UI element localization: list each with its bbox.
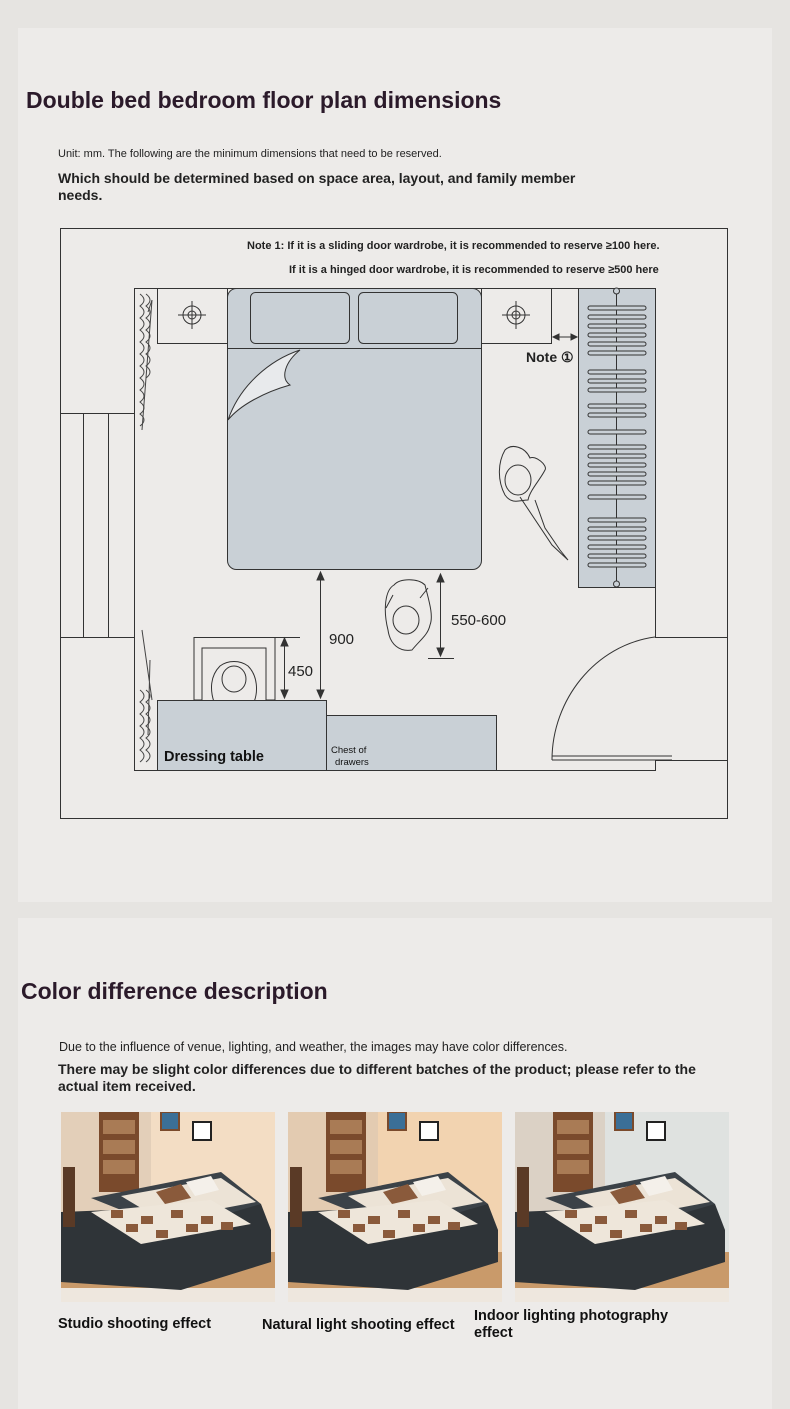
dressing-table-label: Dressing table xyxy=(164,749,264,765)
hanger xyxy=(588,445,646,449)
hanger xyxy=(588,554,646,558)
person-walking-icon xyxy=(499,447,568,560)
color-difference-line1: Due to the influence of venue, lighting, and weather, the images may have color differences. xyxy=(59,1040,568,1054)
hanger xyxy=(588,388,646,392)
bedroom-photo xyxy=(515,1112,729,1302)
photo-caption-indoor: Indoor lighting photography effect xyxy=(474,1308,669,1341)
photo-caption-studio: Studio shooting effect xyxy=(58,1316,212,1332)
dimension-900-label: 900 xyxy=(329,631,355,648)
hanger xyxy=(588,454,646,458)
door-swing xyxy=(552,637,672,760)
note-line-2: If it is a hinged door wardrobe, it is recommended to reserve ≥500 here xyxy=(289,264,659,276)
hanger xyxy=(588,463,646,467)
curtain-top xyxy=(140,294,152,430)
pillow-left xyxy=(251,293,350,344)
bedroom-photo xyxy=(61,1112,275,1302)
color-difference-line2: There may be slight color differences due to different batches of the product; please refer to the actual item received. xyxy=(58,1061,696,1094)
hanger xyxy=(588,545,646,549)
dimension-900 xyxy=(317,572,324,698)
hanger xyxy=(588,324,646,328)
doorway-left xyxy=(61,414,135,638)
hanger xyxy=(588,536,646,540)
hanger xyxy=(588,351,646,355)
hanger xyxy=(588,342,646,346)
hanger xyxy=(588,413,646,417)
hanger xyxy=(588,315,646,319)
person-standing-icon xyxy=(385,580,431,651)
hanger xyxy=(588,563,646,567)
hanger xyxy=(588,495,646,499)
hanger xyxy=(588,430,646,434)
hanger xyxy=(588,518,646,522)
hanger xyxy=(588,404,646,408)
photo-caption-natural: Natural light shooting effect xyxy=(262,1317,455,1333)
note-marker: Note ① xyxy=(526,349,574,365)
hanger xyxy=(588,306,646,310)
hanger xyxy=(588,370,646,374)
note-line-1: Note 1: If it is a sliding door wardrobe, it is recommended to reserve ≥100 here. xyxy=(247,240,660,252)
hanger xyxy=(588,481,646,485)
hanger xyxy=(588,527,646,531)
floor-plan-subtitle: Which should be determined based on space area, layout, and family member needs. xyxy=(58,170,576,203)
color-difference-title: Color difference description xyxy=(21,978,328,1004)
pillow-right xyxy=(359,293,458,344)
double-bed xyxy=(228,289,482,570)
floor-plan-title: Double bed bedroom floor plan dimensions xyxy=(26,87,502,113)
hanger xyxy=(588,379,646,383)
wardrobe xyxy=(579,288,656,588)
hanger xyxy=(588,472,646,476)
curtain-bottom xyxy=(140,630,152,762)
bedroom-photo xyxy=(288,1112,502,1302)
chest-label-line1: Chest of xyxy=(331,745,367,756)
dimension-550-600-label: 550-600 xyxy=(451,612,507,629)
dimension-450-label: 450 xyxy=(288,663,314,680)
note-dimension-arrow xyxy=(553,334,577,340)
chest-label-line2: drawers xyxy=(335,757,369,768)
unit-note: Unit: mm. The following are the minimum dimensions that need to be reserved. xyxy=(58,148,442,160)
hanger xyxy=(588,333,646,337)
